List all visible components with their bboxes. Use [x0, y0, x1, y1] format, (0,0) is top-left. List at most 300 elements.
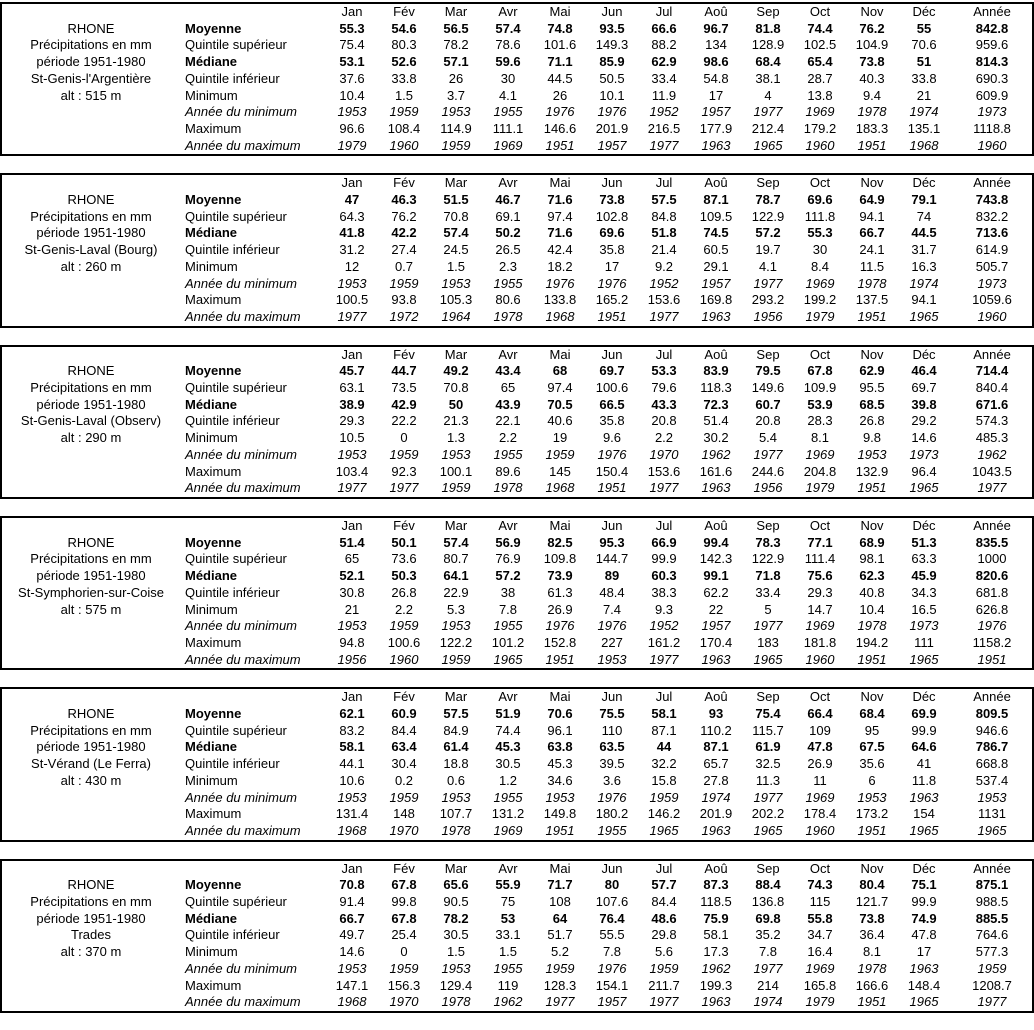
value-cell: 1965 [493, 651, 523, 667]
value-cell: 1959 [545, 446, 575, 462]
value-cell: 1957 [701, 104, 731, 120]
month-column-header: Jun [601, 689, 623, 705]
value-cell: 51.8 [651, 225, 677, 241]
station-table [0, 516, 1034, 670]
value-cell: 70.5 [547, 396, 573, 412]
value-cell: 21.3 [443, 413, 469, 429]
year-total-cell: 988.5 [975, 894, 1009, 910]
value-cell: 148.4 [907, 977, 941, 993]
table-row [2, 54, 1034, 71]
value-cell: 55.3 [339, 20, 365, 36]
station-table [0, 345, 1034, 499]
value-cell: 212.4 [751, 120, 785, 136]
value-cell: 66.9 [651, 534, 677, 550]
corner-empty-cell [2, 689, 180, 706]
value-cell: 47.8 [911, 927, 937, 943]
value-cell: 109 [809, 722, 831, 738]
value-cell: 1976 [597, 104, 627, 120]
value-cell: 45.7 [339, 363, 365, 379]
value-cell: 1977 [649, 480, 679, 496]
month-column-header: Mai [549, 860, 571, 876]
value-cell: 111 [914, 634, 934, 650]
value-cell: 1953 [545, 789, 575, 805]
value-cell: 161.2 [647, 634, 681, 650]
value-cell: 38.1 [755, 70, 781, 86]
table-row [2, 652, 1034, 669]
month-column-header: Oct [809, 175, 831, 191]
year-total-cell: 1977 [977, 480, 1007, 496]
value-cell: 76.2 [859, 20, 885, 36]
month-column-header: Avr [498, 4, 518, 19]
value-cell: 75.1 [911, 877, 937, 893]
year-total-cell: 809.5 [975, 706, 1009, 722]
value-cell: 1953 [337, 789, 367, 805]
value-cell: 76.9 [495, 551, 521, 567]
value-cell: 105.3 [439, 292, 473, 308]
month-column-header: Nov [860, 346, 884, 362]
value-cell: 67.8 [807, 363, 833, 379]
year-total-cell: 1960 [977, 137, 1007, 153]
info-empty-cell [2, 104, 180, 121]
value-cell: 1959 [389, 789, 419, 805]
month-column-header: Sep [756, 860, 780, 876]
table-row [2, 480, 1034, 497]
value-cell: 57.7 [651, 877, 677, 893]
region-title: RHONE [67, 363, 115, 379]
value-cell: 73.8 [599, 192, 625, 208]
table-row [2, 447, 1034, 464]
value-cell: 89.6 [495, 463, 521, 479]
value-cell: 1955 [493, 104, 523, 120]
value-cell: 100.6 [595, 380, 629, 396]
row-label: Quintile supérieur [185, 551, 287, 567]
value-cell: 52.1 [339, 568, 365, 584]
month-column-header: Fév [393, 4, 415, 19]
month-column-header: Mar [444, 175, 468, 191]
value-cell: 30.8 [339, 584, 365, 600]
value-cell: 50.3 [391, 568, 417, 584]
value-cell: 1968 [545, 480, 575, 496]
value-cell: 10.6 [339, 772, 365, 788]
value-cell: 26.9 [807, 756, 833, 772]
value-cell: 78.3 [755, 534, 781, 550]
region-title: RHONE [67, 534, 115, 550]
value-cell: 26 [552, 87, 568, 103]
station-altitude: alt : 515 m [60, 87, 122, 103]
value-cell: 1976 [597, 275, 627, 291]
value-cell: 47.8 [807, 739, 833, 755]
year-total-cell: 832.2 [975, 208, 1009, 224]
value-cell: 156.3 [387, 977, 421, 993]
value-cell: 63.8 [547, 739, 573, 755]
info-empty-cell [2, 635, 180, 652]
value-cell: 35.6 [859, 756, 885, 772]
year-total-cell: 574.3 [975, 413, 1009, 429]
year-total-cell: 1000 [977, 551, 1007, 567]
value-cell: 0 [400, 430, 408, 446]
value-cell: 30 [812, 242, 828, 258]
value-cell: 69.6 [599, 225, 625, 241]
value-cell: 1979 [337, 137, 367, 153]
precip-unit-label: Précipitations en mm [30, 208, 152, 224]
value-cell: 71.8 [755, 568, 781, 584]
station-altitude: alt : 370 m [60, 944, 122, 960]
value-cell: 92.3 [391, 463, 417, 479]
value-cell: 1953 [337, 104, 367, 120]
value-cell: 132.9 [855, 463, 889, 479]
corner-empty-cell [180, 4, 326, 21]
value-cell: 1970 [389, 994, 419, 1010]
value-cell: 177.9 [699, 120, 733, 136]
value-cell: 1.5 [446, 258, 466, 274]
value-cell: 26.9 [547, 601, 573, 617]
precipitation-table [2, 518, 1034, 668]
row-label: Moyenne [185, 192, 242, 208]
value-cell: 24.1 [859, 242, 885, 258]
value-cell: 73.9 [547, 568, 573, 584]
value-cell: 133.8 [543, 292, 577, 308]
month-column-header: Fév [393, 175, 415, 191]
value-cell: 70.6 [911, 37, 937, 53]
value-cell: 71.6 [547, 192, 573, 208]
value-cell: 1959 [649, 789, 679, 805]
value-cell: 9.8 [862, 430, 882, 446]
value-cell: 1963 [701, 480, 731, 496]
month-column-header: Mai [549, 346, 571, 362]
value-cell: 16.5 [911, 601, 937, 617]
month-column-header: Nov [860, 4, 884, 19]
value-cell: 76.2 [391, 208, 417, 224]
month-column-header: Jun [601, 346, 623, 362]
value-cell: 1.5 [394, 87, 414, 103]
value-cell: 1977 [389, 480, 419, 496]
table-row [2, 978, 1034, 995]
value-cell: 1979 [805, 308, 835, 324]
row-label: Maximum [185, 463, 242, 479]
value-cell: 150.4 [595, 463, 629, 479]
value-cell: 102.8 [595, 208, 629, 224]
value-cell: 60.3 [651, 568, 677, 584]
row-label: Minimum [185, 87, 238, 103]
value-cell: 1968 [337, 994, 367, 1010]
value-cell: 1.2 [498, 772, 518, 788]
year-column-header: Année [973, 346, 1011, 362]
value-cell: 37.6 [339, 70, 365, 86]
value-cell: 64.9 [859, 192, 885, 208]
month-column-header: Jul [655, 346, 673, 362]
table-row [2, 790, 1034, 807]
value-cell: 26.8 [391, 584, 417, 600]
value-cell: 34.3 [911, 584, 937, 600]
value-cell: 84.4 [651, 894, 677, 910]
month-header-row [2, 4, 1034, 21]
value-cell: 15.8 [651, 772, 677, 788]
value-cell: 1951 [545, 137, 575, 153]
year-total-cell: 786.7 [975, 739, 1009, 755]
table-row [2, 944, 1034, 961]
row-label: Médiane [185, 739, 238, 755]
value-cell: 1974 [753, 994, 783, 1010]
value-cell: 57.4 [495, 20, 521, 36]
value-cell: 38.3 [651, 584, 677, 600]
value-cell: 5.6 [654, 944, 674, 960]
value-cell: 1970 [649, 446, 679, 462]
value-cell: 57.2 [495, 568, 521, 584]
month-column-header: Mar [444, 689, 468, 705]
row-label: Quintile inférieur [185, 242, 280, 258]
row-label: Année du minimum [185, 275, 297, 291]
precip-unit-label: Précipitations en mm [30, 894, 152, 910]
value-cell: 1959 [389, 618, 419, 634]
value-cell: 96.6 [339, 120, 365, 136]
month-column-header: Avr [498, 860, 518, 876]
value-cell: 8.1 [862, 944, 882, 960]
month-column-header: Fév [393, 517, 415, 533]
value-cell: 60.7 [755, 396, 781, 412]
year-total-cell: 671.6 [975, 396, 1009, 412]
value-cell: 109.8 [543, 551, 577, 567]
value-cell: 1969 [805, 104, 835, 120]
value-cell: 1977 [753, 618, 783, 634]
value-cell: 214 [757, 977, 779, 993]
value-cell: 47 [344, 192, 360, 208]
value-cell: 1952 [649, 275, 679, 291]
info-empty-cell [2, 806, 180, 823]
value-cell: 74 [916, 208, 932, 224]
row-label: Quintile supérieur [185, 894, 287, 910]
value-cell: 51.5 [443, 192, 469, 208]
value-cell: 0.2 [394, 772, 414, 788]
table-row [2, 413, 1034, 430]
region-title: RHONE [67, 20, 115, 36]
value-cell: 30.4 [391, 756, 417, 772]
value-cell: 1.3 [446, 430, 466, 446]
value-cell: 55 [916, 20, 932, 36]
value-cell: 144.7 [595, 551, 629, 567]
value-cell: 2.2 [498, 430, 518, 446]
value-cell: 201.9 [699, 806, 733, 822]
value-cell: 16.3 [911, 258, 937, 274]
value-cell: 1970 [389, 822, 419, 838]
month-column-header: Déc [912, 860, 936, 876]
value-cell: 69.1 [495, 208, 521, 224]
value-cell: 44 [656, 739, 672, 755]
value-cell: 1963 [701, 308, 731, 324]
value-cell: 73.8 [859, 910, 885, 926]
value-cell: 1953 [597, 651, 627, 667]
value-cell: 1978 [441, 994, 471, 1010]
value-cell: 2.2 [654, 430, 674, 446]
table-row [2, 877, 1034, 894]
row-label: Année du minimum [185, 104, 297, 120]
value-cell: 128.3 [543, 977, 577, 993]
value-cell: 1952 [649, 104, 679, 120]
value-cell: 96.4 [911, 463, 937, 479]
value-cell: 1963 [701, 822, 731, 838]
value-cell: 9.6 [602, 430, 622, 446]
value-cell: 13.8 [807, 87, 833, 103]
value-cell: 65 [344, 551, 360, 567]
value-cell: 101.6 [543, 37, 577, 53]
month-column-header: Jun [601, 175, 623, 191]
year-column-header: Année [973, 4, 1011, 19]
value-cell: 87.1 [651, 722, 677, 738]
value-cell: 14.6 [339, 944, 365, 960]
value-cell: 153.6 [647, 292, 681, 308]
value-cell: 57.1 [443, 54, 469, 70]
value-cell: 93 [708, 706, 724, 722]
value-cell: 39.5 [599, 756, 625, 772]
month-column-header: Jul [655, 689, 673, 705]
month-column-header: Déc [912, 517, 936, 533]
value-cell: 101.2 [491, 634, 525, 650]
value-cell: 109.9 [803, 380, 837, 396]
value-cell: 29.1 [703, 258, 729, 274]
value-cell: 27.8 [703, 772, 729, 788]
corner-empty-cell [2, 861, 180, 878]
row-label: Moyenne [185, 534, 242, 550]
value-cell: 70.6 [547, 706, 573, 722]
value-cell: 122.9 [751, 208, 785, 224]
year-total-cell: 1951 [977, 651, 1007, 667]
value-cell: 18.8 [443, 756, 469, 772]
value-cell: 216.5 [647, 120, 681, 136]
year-total-cell: 1965 [977, 822, 1007, 838]
value-cell: 110.2 [700, 722, 732, 738]
value-cell: 62.2 [703, 584, 729, 600]
table-row [2, 242, 1034, 259]
month-column-header: Nov [860, 689, 884, 705]
month-column-header: Jan [341, 689, 363, 705]
value-cell: 87.1 [703, 739, 729, 755]
value-cell: 44.5 [547, 70, 573, 86]
year-total-cell: 713.6 [975, 225, 1009, 241]
period-label: période 1951-1980 [36, 225, 146, 241]
value-cell: 194.2 [855, 634, 889, 650]
value-cell: 1.5 [498, 944, 518, 960]
value-cell: 1976 [545, 618, 575, 634]
year-total-cell: 668.8 [975, 756, 1009, 772]
year-total-cell: 743.8 [975, 192, 1009, 208]
value-cell: 1974 [909, 275, 939, 291]
value-cell: 1951 [545, 651, 575, 667]
value-cell: 1959 [441, 480, 471, 496]
value-cell: 79.1 [911, 192, 937, 208]
value-cell: 83.9 [703, 363, 729, 379]
month-column-header: Fév [393, 346, 415, 362]
year-total-cell: 1059.6 [972, 292, 1012, 308]
value-cell: 119 [497, 977, 519, 993]
value-cell: 166.6 [855, 977, 889, 993]
value-cell: 51.3 [911, 534, 937, 550]
year-total-cell: 820.6 [975, 568, 1009, 584]
value-cell: 1969 [805, 618, 835, 634]
table-row [2, 309, 1034, 326]
year-total-cell: 505.7 [975, 258, 1009, 274]
value-cell: 78.7 [755, 192, 781, 208]
value-cell: 1976 [597, 618, 627, 634]
table-row [2, 551, 1034, 568]
month-column-header: Mar [444, 4, 468, 19]
table-row [2, 37, 1034, 54]
value-cell: 21 [916, 87, 932, 103]
value-cell: 35.2 [755, 927, 781, 943]
value-cell: 149.8 [543, 806, 577, 822]
value-cell: 1951 [857, 651, 887, 667]
value-cell: 46.4 [911, 363, 937, 379]
month-column-header: Aoû [704, 346, 728, 362]
value-cell: 81.8 [755, 20, 781, 36]
value-cell: 75.4 [339, 37, 365, 53]
value-cell: 21 [344, 601, 360, 617]
value-cell: 68.5 [859, 396, 885, 412]
value-cell: 22.9 [443, 584, 469, 600]
value-cell: 1978 [857, 104, 887, 120]
value-cell: 93.8 [391, 292, 417, 308]
month-column-header: Jun [601, 4, 623, 19]
period-label: période 1951-1980 [36, 739, 146, 755]
value-cell: 1960 [805, 137, 835, 153]
value-cell: 110 [601, 722, 623, 738]
value-cell: 98.1 [859, 551, 885, 567]
value-cell: 1979 [805, 480, 835, 496]
month-header-row [2, 689, 1034, 706]
value-cell: 103.4 [335, 463, 369, 479]
value-cell: 1962 [493, 994, 523, 1010]
month-column-header: Sep [756, 346, 780, 362]
value-cell: 51.7 [547, 927, 573, 943]
value-cell: 67.8 [391, 877, 417, 893]
value-cell: 25.4 [391, 927, 417, 943]
row-label: Minimum [185, 430, 238, 446]
value-cell: 1977 [753, 104, 783, 120]
value-cell: 1968 [337, 822, 367, 838]
year-total-cell: 814.3 [975, 54, 1009, 70]
value-cell: 1955 [493, 618, 523, 634]
year-total-cell: 1960 [977, 308, 1007, 324]
value-cell: 100.6 [387, 634, 421, 650]
value-cell: 61.9 [755, 739, 781, 755]
value-cell: 66.6 [651, 20, 677, 36]
info-empty-cell [2, 309, 180, 326]
value-cell: 74.8 [547, 20, 573, 36]
value-cell: 1959 [649, 960, 679, 976]
value-cell: 49.7 [339, 927, 365, 943]
value-cell: 1952 [649, 618, 679, 634]
value-cell: 165.2 [595, 292, 629, 308]
corner-empty-cell [180, 518, 326, 535]
table-row [2, 464, 1034, 481]
value-cell: 1953 [337, 618, 367, 634]
value-cell: 149.6 [751, 380, 785, 396]
value-cell: 1963 [701, 137, 731, 153]
row-label: Année du maximum [185, 308, 301, 324]
month-column-header: Nov [860, 175, 884, 191]
year-total-cell: 1208.7 [972, 977, 1012, 993]
station-name: St-Genis-l'Argentière [30, 70, 152, 86]
value-cell: 78.2 [443, 37, 469, 53]
value-cell: 99.1 [703, 568, 729, 584]
table-row [2, 756, 1034, 773]
value-cell: 42.2 [391, 225, 417, 241]
value-cell: 96.1 [547, 722, 573, 738]
period-label: période 1951-1980 [36, 396, 146, 412]
value-cell: 1977 [753, 446, 783, 462]
value-cell: 152.8 [543, 634, 577, 650]
value-cell: 75 [500, 894, 516, 910]
value-cell: 45.3 [495, 739, 521, 755]
value-cell: 82.5 [547, 534, 573, 550]
